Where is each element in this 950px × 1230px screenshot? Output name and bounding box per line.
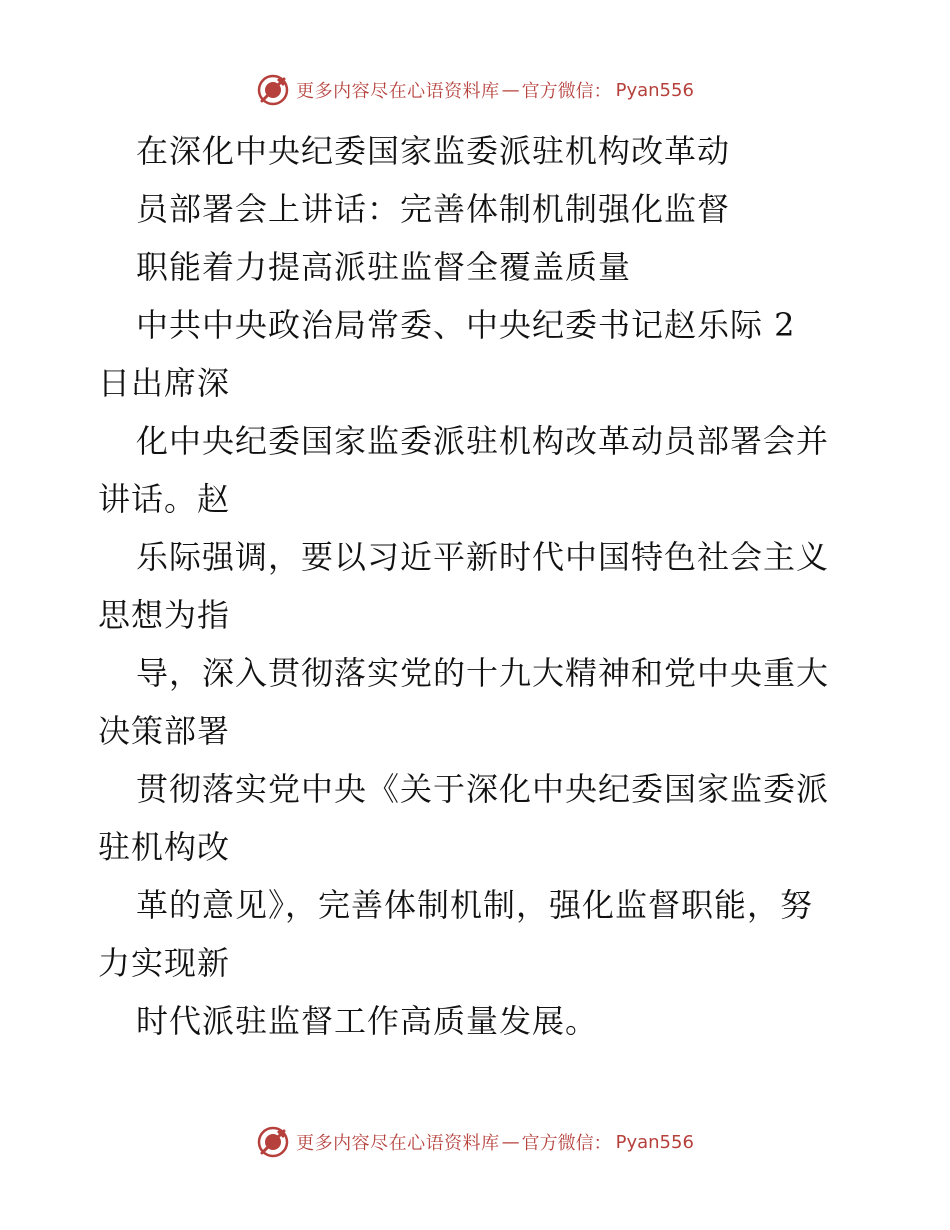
watermark-dash: — [501, 1131, 520, 1153]
title-line: 员部署会上讲话：完善体制机制强化监督 [136, 190, 731, 228]
watermark-official-label: 官方微信： [521, 1133, 612, 1154]
title-line: 职能着力提高派驻监督全覆盖质量 [136, 248, 632, 286]
body-line: 力实现新 [98, 944, 231, 982]
body-line: 贯彻落实党中央《关于深化中央纪委国家监委派 [136, 770, 830, 808]
pen-logo-icon [256, 73, 290, 107]
title-line: 在深化中央纪委国家监委派驻机构改革动 [136, 132, 731, 170]
body-line: 思想为指 [98, 596, 231, 634]
body-line: 驻机构改 [98, 828, 231, 866]
pen-logo-icon [256, 1125, 290, 1159]
header-watermark [0, 72, 950, 108]
body-line: 时代派驻监督工作高质量发展。 [136, 1002, 599, 1040]
watermark-dash: — [501, 79, 520, 101]
body-line: 决策部署 [98, 712, 231, 750]
body-line: 革的意见》，完善体制机制，强化监督职能，努 [136, 886, 814, 924]
footer-watermark [0, 1124, 950, 1160]
body-line: 导，深入贯彻落实党的十九大精神和党中央重大 [136, 654, 830, 692]
watermark-text: 更多内容尽在心语资料库 [296, 1133, 500, 1154]
document-body [98, 122, 858, 1050]
body-line: 中共中央政治局常委、中央纪委书记赵乐际 2 [136, 306, 796, 344]
watermark-wechat-id: Pyan556 [615, 1131, 694, 1153]
body-line: 讲话。赵 [98, 480, 231, 518]
body-line: 乐际强调，要以习近平新时代中国特色社会主义 [136, 538, 830, 576]
body-line: 日出席深 [98, 364, 231, 402]
body-line: 化中央纪委国家监委派驻机构改革动员部署会并 [136, 422, 830, 460]
watermark-text: 更多内容尽在心语资料库 [296, 81, 500, 102]
watermark-official-label: 官方微信： [521, 81, 612, 102]
watermark-wechat-id: Pyan556 [615, 79, 694, 101]
